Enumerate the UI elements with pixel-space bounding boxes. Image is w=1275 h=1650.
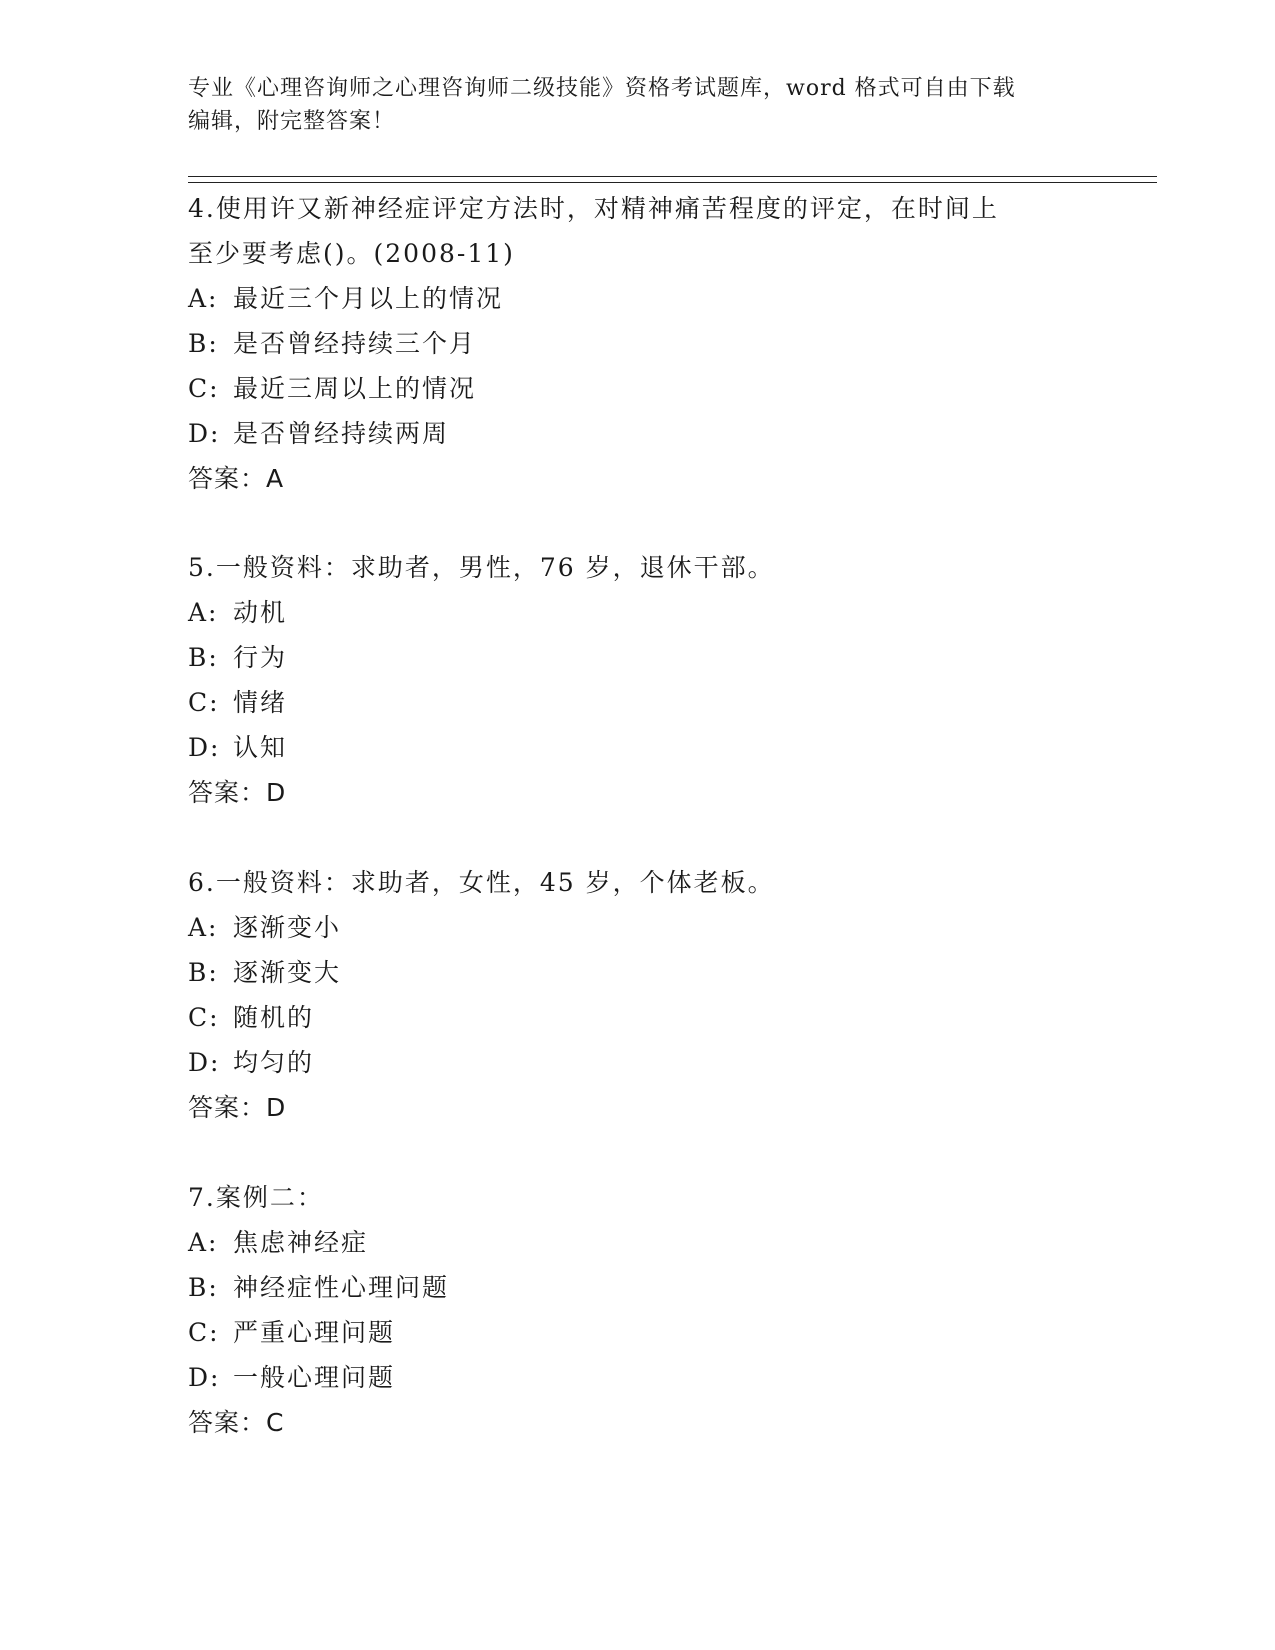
option-c (188, 1310, 1088, 1355)
option-d (188, 411, 1088, 456)
option-text: 是否曾经持续两周 (233, 419, 450, 448)
option-key: B: (188, 643, 219, 672)
option-a (188, 905, 1088, 950)
option-key: D: (188, 733, 221, 762)
option-key: D: (188, 1363, 221, 1392)
answer-label: 答案：C (188, 1408, 285, 1437)
header-line-2: 编辑，附完整答案！ (188, 109, 396, 134)
option-key: C: (188, 1003, 220, 1032)
option-b (188, 321, 1088, 366)
option-text: 逐渐变小 (233, 913, 342, 942)
document-header (188, 72, 1088, 138)
option-key: D: (188, 1048, 221, 1077)
option-b (188, 635, 1088, 680)
question-4 (188, 186, 1088, 501)
option-key: A: (188, 913, 219, 942)
option-text: 是否曾经持续三个月 (233, 329, 477, 358)
option-key: C: (188, 688, 220, 717)
answer-label: 答案：D (188, 778, 287, 807)
option-key: B: (188, 1273, 219, 1302)
option-c (188, 995, 1088, 1040)
question-5 (188, 545, 1088, 815)
option-c (188, 680, 1088, 725)
question-stem (188, 545, 1088, 590)
option-text: 行为 (233, 643, 288, 672)
question-stem-line-2: 至少要考虑()。(2008-11) (188, 239, 515, 268)
question-stem (188, 1175, 1088, 1220)
question-6 (188, 860, 1088, 1130)
question-stem-line-1: 4.使用许又新神经症评定方法时，对精神痛苦程度的评定，在时间上 (188, 194, 999, 223)
header-divider-top (188, 176, 1157, 177)
option-d (188, 1355, 1088, 1400)
option-key: A: (188, 284, 219, 313)
option-key: D: (188, 419, 221, 448)
answer-label: 答案：D (188, 1093, 287, 1122)
option-text: 均匀的 (233, 1048, 315, 1077)
option-a (188, 276, 1088, 321)
option-text: 逐渐变大 (233, 958, 342, 987)
header-line-1: 专业《心理咨询师之心理咨询师二级技能》资格考试题库，word 格式可自由下载 (188, 76, 1016, 101)
option-key: A: (188, 598, 219, 627)
option-b (188, 950, 1088, 995)
option-d (188, 725, 1088, 770)
option-text: 认知 (233, 733, 288, 762)
question-stem-line-1: 7.案例二： (188, 1183, 324, 1212)
option-key: C: (188, 1318, 220, 1347)
option-c (188, 366, 1088, 411)
question-stem (188, 186, 1088, 276)
option-text: 最近三周以上的情况 (233, 374, 477, 403)
header-divider-bottom (188, 182, 1157, 183)
question-stem-line-1: 5.一般资料：求助者，男性，76 岁，退休干部。 (188, 553, 775, 582)
option-d (188, 1040, 1088, 1085)
option-key: B: (188, 329, 219, 358)
option-text: 神经症性心理问题 (233, 1273, 450, 1302)
option-a (188, 590, 1088, 635)
option-text: 严重心理问题 (233, 1318, 396, 1347)
option-text: 随机的 (233, 1003, 315, 1032)
option-key: B: (188, 958, 219, 987)
option-text: 焦虑神经症 (233, 1228, 369, 1257)
option-text: 动机 (233, 598, 288, 627)
question-stem-line-1: 6.一般资料：求助者，女性，45 岁，个体老板。 (188, 868, 775, 897)
option-text: 一般心理问题 (233, 1363, 396, 1392)
option-text: 情绪 (233, 688, 288, 717)
option-b (188, 1265, 1088, 1310)
option-text: 最近三个月以上的情况 (233, 284, 504, 313)
answer-label: 答案：A (188, 464, 285, 493)
option-a (188, 1220, 1088, 1265)
option-key: A: (188, 1228, 219, 1257)
question-stem (188, 860, 1088, 905)
option-key: C: (188, 374, 220, 403)
question-7 (188, 1175, 1088, 1445)
